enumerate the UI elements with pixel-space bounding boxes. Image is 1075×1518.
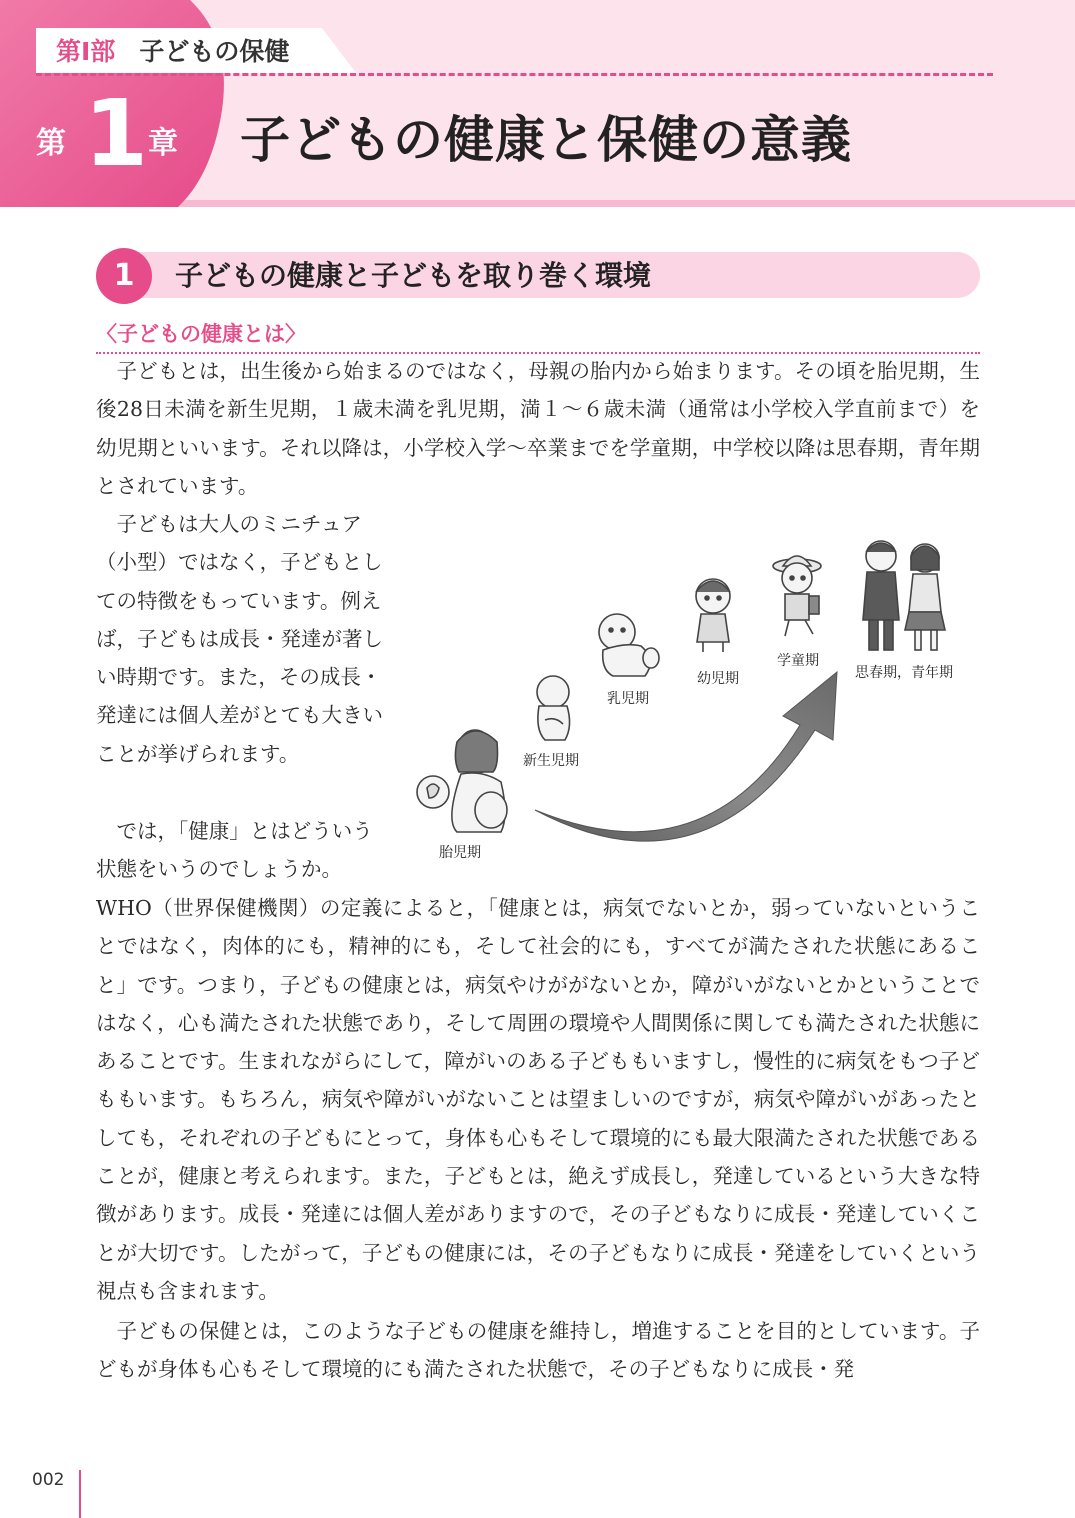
toddler-icon: [696, 579, 730, 652]
subheading: 〈子どもの健康とは〉: [96, 318, 980, 354]
paragraph-1: 子どもとは，出生後から始まるのではなく，母親の胎内から始まります。その頃を胎児期，生後28日未満を新生児期，１歳未満を乳児期，満１～６歳未満（通常は小学校入学直前まで）を幼児期といいます。それ以降は，小学校入学～卒業までを学童期，中学校以降は思春期，青年期とされています。: [96, 359, 980, 498]
paragraph-5: 子どもの保健とは，このような子どもの健康を維持し，増進することを目的としています。子どもが身体も心もそして環境的にも満たされた状態で，その子どもなりに成長・発: [96, 1319, 980, 1382]
paragraph-2: 子どもは大人のミニチュア（小型）ではなく，子どもとしての特徴をもっています。例えば，子どもは成長・発達が著しい時期です。また，その成長・発達には個人差がとても大きいことが挙げられます。: [96, 512, 383, 766]
schoolchild-icon: [773, 556, 821, 636]
stage-label-adolescent: 思春期，青年期: [855, 665, 953, 681]
chapter-title: 子どもの健康と保健の意義: [240, 111, 852, 169]
stage-label-fetal: 胎児期: [439, 845, 481, 861]
page-number-rule: [79, 1470, 81, 1518]
growth-arrow-icon: [535, 672, 837, 841]
section-title: 子どもの健康と子どもを取り巻く環境: [175, 259, 652, 292]
part-name: 子どもの保健: [139, 37, 290, 66]
part-number: 第Ⅰ部: [56, 37, 116, 66]
chapter-prefix: 第: [36, 126, 66, 161]
adolescents-icon: [863, 541, 945, 650]
chapter-badge: [36, 80, 196, 187]
infant-icon: [599, 614, 659, 676]
paragraph-4: WHO（世界保健機関）の定義によると，「健康とは，病気でないとか，弱っていないということではなく，肉体的にも，精神的にも，そして社会的にも，すべてが満たされた状態にあること」です。つまり，子どもの健康とは，病気やけががないとか，障がいがないとかということではなく，心も満たされた状態であり，そして周囲の環境や人間関係に関しても満たされた状態にあることです。生まれながらにして，障がいのある子どももいますし，慢性的に病気をもつ子どももいます。もちろん，病気や障がいがないことは望ましいのですが，病気や障がいがあったとしても，それぞれの子どもにとって，身体も心もそして環境的にも最大限満たされた状態であることが，健康と考えられます。また，子どもとは，絶えず成長し，発達しているという大きな特徴があります。成長・発達には個人差がありますので，その子どもなりに成長・発達していくことが大切です。したがって，子どもの健康には，その子どもなりに成長・発達をしていくという視点も含まれます。: [96, 896, 980, 1303]
chapter-number: 1: [84, 80, 149, 187]
chapter-suffix: 章: [148, 126, 178, 161]
growth-illustration: [405, 520, 995, 890]
stage-label-toddler: 幼児期: [697, 671, 739, 687]
pregnant-mother-icon: [417, 730, 507, 832]
part-label: [56, 32, 289, 68]
section-number: 1: [96, 248, 152, 304]
stage-label-infant: 乳児期: [607, 691, 649, 707]
stage-label-newborn: 新生児期: [523, 753, 579, 769]
page-number: 002: [32, 1470, 65, 1490]
paragraph-3: では，「健康」とはどういう状態をいうのでしょうか。: [96, 819, 373, 882]
stage-label-school: 学童期: [777, 653, 819, 669]
growth-stages-figure: [405, 520, 995, 890]
header-dashed-divider: [36, 73, 993, 76]
newborn-icon: [537, 676, 570, 740]
